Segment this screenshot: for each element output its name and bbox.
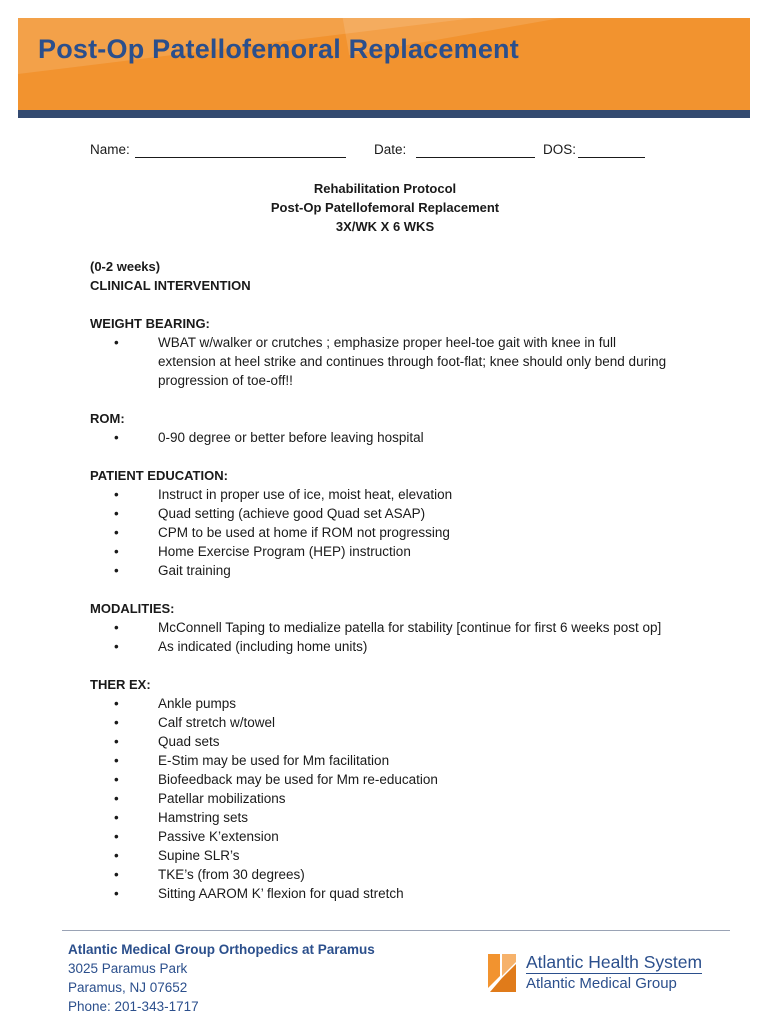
bullet-icon: •: [114, 639, 119, 654]
bullet-icon: •: [114, 430, 119, 445]
section-list: [90, 694, 670, 903]
section-list: [90, 428, 670, 447]
list-item: [90, 542, 670, 561]
footer-address-line1: 3025 Paramus Park: [68, 961, 188, 976]
list-item: [90, 523, 670, 542]
list-item: [90, 827, 670, 846]
list-item: [90, 846, 670, 865]
list-item-text: 0-90 degree or better before leaving hospital: [158, 430, 424, 445]
sections-container: [90, 314, 670, 903]
protocol-subtitle: Post-Op Patellofemoral Replacement: [270, 200, 500, 215]
list-item-text: E-Stim may be used for Mm facilitation: [158, 753, 390, 768]
footer-address-line2: Paramus, NJ 07652: [68, 980, 188, 995]
list-item: [90, 884, 670, 903]
list-item-text: Quad sets: [158, 734, 220, 749]
list-item-text: Gait training: [158, 563, 231, 578]
protocol-frequency: 3X/WK X 6 WKS: [335, 219, 435, 234]
bullet-icon: •: [114, 829, 119, 844]
footer-org: Atlantic Medical Group Orthopedics at Paramus: [68, 942, 375, 957]
list-item-text: Patellar mobilizations: [158, 791, 286, 806]
footer-divider: [62, 930, 730, 931]
bullet-icon: •: [114, 772, 119, 787]
bullet-icon: •: [114, 886, 119, 901]
list-item: [90, 694, 670, 713]
protocol-title: Rehabilitation Protocol: [313, 181, 457, 196]
list-item: [90, 428, 670, 447]
list-item-text: Instruct in proper use of ice, moist heat, elevation: [158, 487, 453, 502]
protocol-content: [90, 257, 670, 903]
list-item: [90, 485, 670, 504]
section-heading: PATIENT EDUCATION:: [90, 468, 228, 483]
section-heading: ROM:: [90, 411, 125, 426]
list-item-text: Hamstring sets: [158, 810, 249, 825]
section-heading: MODALITIES:: [90, 601, 175, 616]
bullet-icon: •: [114, 335, 119, 350]
bullet-icon: •: [114, 715, 119, 730]
list-item-text: Home Exercise Program (HEP) instruction: [158, 544, 411, 559]
list-item-text: Quad setting (achieve good Quad set ASAP): [158, 506, 426, 521]
list-item-text: Biofeedback may be used for Mm re-education: [158, 772, 438, 787]
logo-line1: Atlantic Health System: [526, 952, 703, 972]
section-heading: WEIGHT BEARING:: [90, 316, 210, 331]
name-field-line[interactable]: [135, 157, 346, 158]
logo-line2: Atlantic Medical Group: [526, 975, 677, 992]
bullet-icon: •: [114, 753, 119, 768]
bullet-icon: •: [114, 867, 119, 882]
list-item-text: McConnell Taping to medialize patella for stability [continue for first 6 weeks post op]: [158, 620, 662, 635]
list-item: [90, 637, 670, 656]
bullet-icon: •: [114, 791, 119, 806]
bullet-icon: •: [114, 544, 119, 559]
name-label: Name:: [90, 142, 130, 157]
page-title: Post-Op Patellofemoral Replacement: [38, 34, 519, 64]
bullet-icon: •: [114, 563, 119, 578]
list-item: [90, 732, 670, 751]
footer-phone: Phone: 201-343-1717: [68, 999, 199, 1014]
dos-field-line[interactable]: [578, 157, 645, 158]
list-item: [90, 561, 670, 580]
list-item: [90, 751, 670, 770]
phase-title: CLINICAL INTERVENTION: [90, 278, 251, 293]
list-item: [90, 770, 670, 789]
dos-label: DOS:: [543, 142, 577, 157]
list-item-text: Ankle pumps: [158, 696, 237, 711]
bullet-icon: •: [114, 506, 119, 521]
list-item: [90, 865, 670, 884]
bullet-icon: •: [114, 810, 119, 825]
section-list: [90, 618, 670, 656]
phase-weeks: (0-2 weeks): [90, 259, 161, 274]
header-divider: [18, 110, 750, 118]
list-item-text: TKE’s (from 30 degrees): [158, 867, 305, 882]
header-banner: [18, 18, 750, 110]
list-item-text: Supine SLR’s: [158, 848, 240, 863]
logo-mark-icon: [488, 954, 518, 994]
logo-rule: [526, 973, 702, 974]
footer-address: [68, 940, 375, 1016]
list-item: [90, 789, 670, 808]
bullet-icon: •: [114, 525, 119, 540]
list-item-text: Sitting AAROM K’ flexion for quad stretch: [158, 886, 404, 901]
bullet-icon: •: [114, 487, 119, 502]
patient-fields: [90, 142, 650, 162]
section-list: [90, 333, 670, 390]
list-item: [90, 618, 670, 637]
bullet-icon: •: [114, 620, 119, 635]
list-item-text: Passive K’extension: [158, 829, 279, 844]
bullet-icon: •: [114, 734, 119, 749]
bullet-icon: •: [114, 696, 119, 711]
list-item: [90, 713, 670, 732]
list-item-text: CPM to be used at home if ROM not progressing: [158, 525, 450, 540]
list-item-text: As indicated (including home units): [158, 639, 368, 654]
date-field-line[interactable]: [416, 157, 535, 158]
list-item: [90, 504, 670, 523]
list-item: [90, 333, 670, 390]
bullet-icon: •: [114, 848, 119, 863]
list-item-text: WBAT w/walker or crutches ; emphasize proper heel-toe gait with knee in full extension at heel strike and continues through foot-flat; knee should only bend during progression of toe-off!!: [158, 335, 667, 388]
section-heading: THER EX:: [90, 677, 151, 692]
atlantic-health-logo: [488, 952, 708, 996]
list-item: [90, 808, 670, 827]
section-list: [90, 485, 670, 580]
list-item-text: Calf stretch w/towel: [158, 715, 276, 730]
date-label: Date:: [374, 142, 407, 157]
